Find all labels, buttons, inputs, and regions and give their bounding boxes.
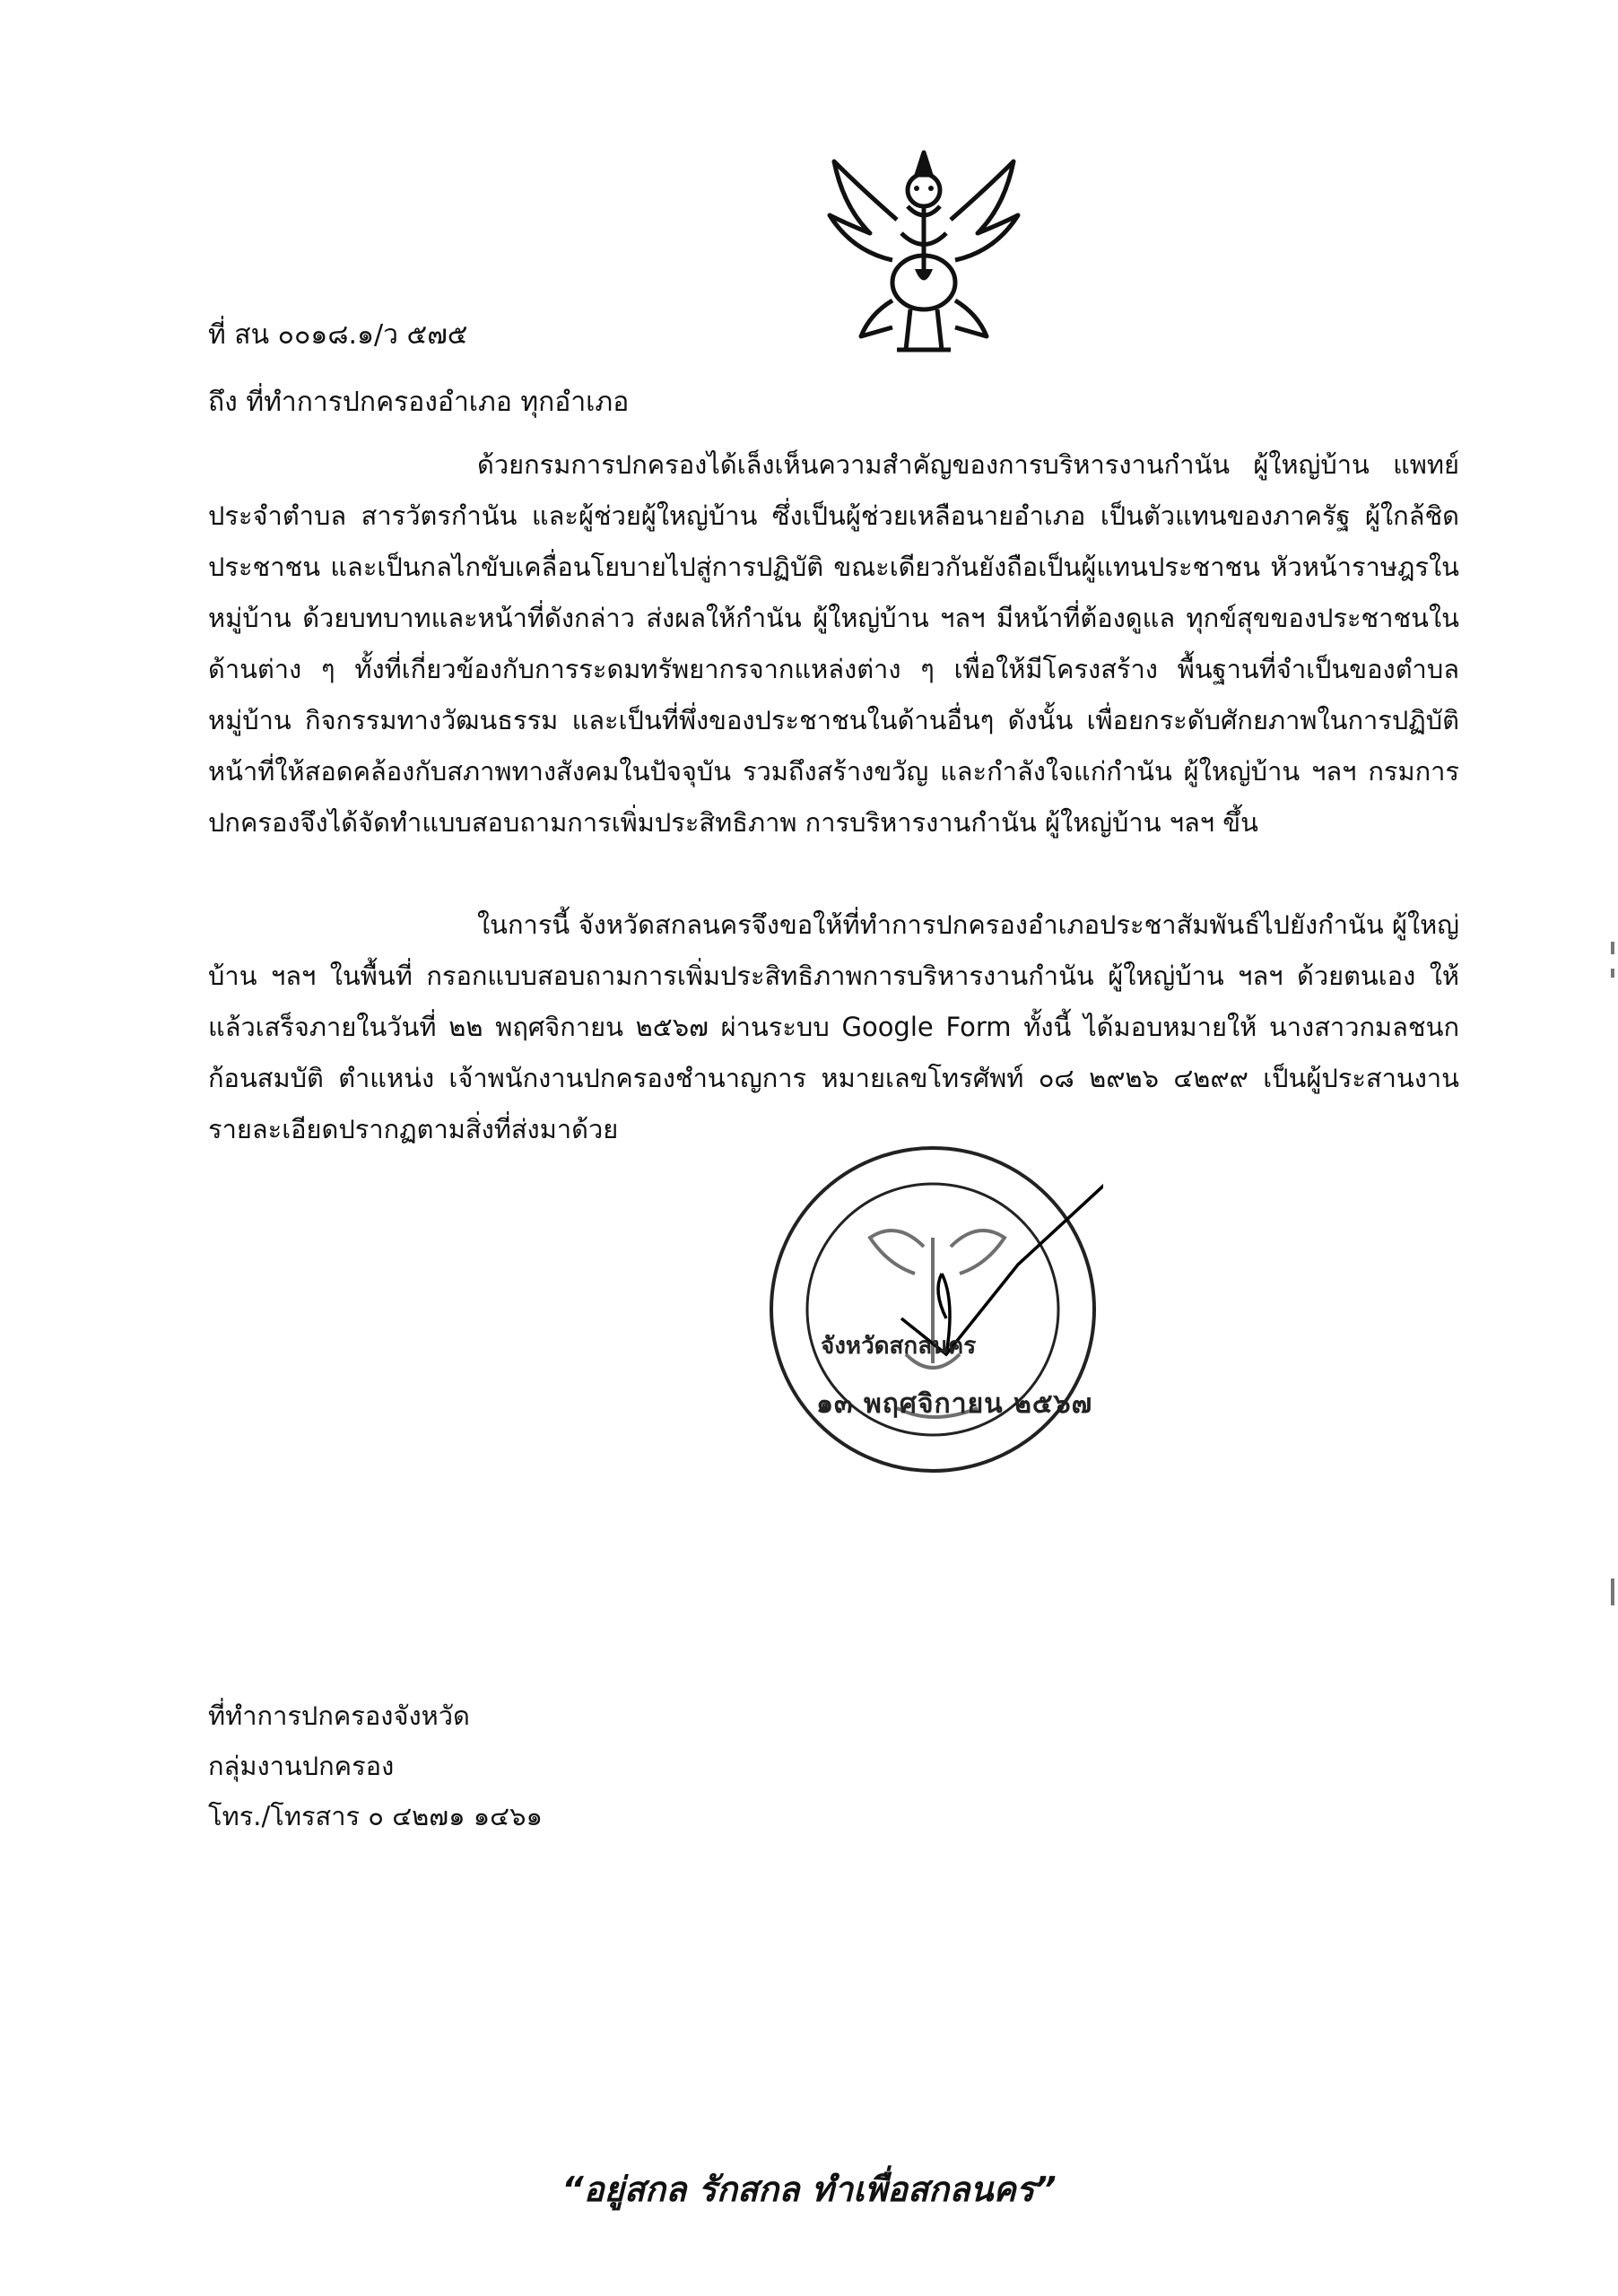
office-name: ที่ทำการปกครองจังหวัด: [208, 1700, 470, 1731]
body-paragraph-2: ในการนี้ จังหวัดสกลนครจึงขอให้ที่ทำการปกครองอำเภอประชาสัมพันธ์ไปยังกำนัน ผู้ใหญ่บ้าน ฯลฯ ในพื้นที่ กรอกแบบสอบถามการเพิ่มประสิทธิภาพการบริหารงานกำนัน ผู้ใหญ่บ้าน ฯลฯ ด้วยตนเอง ให้แล้วเสร็จภายในวันที่ ๒๒ พฤศจิกายน ๒๕๖๗ ผ่านระบบ Google Form ทั้งนี้ ได้มอบหมายให้ นางสาวกมลชนก ก้อนสมบัติ ตำแหน่ง เจ้าพนักงานปกครองชำนาญการ หมายเลขโทรศัพท์ ๐๘ ๒๙๒๖ ๔๒๙๙ เป็นผู้ประสานงาน รายละเอียดปรากฏตามสิ่งที่ส่งมาด้วย: [208, 909, 1459, 1144]
recipient-line: ถึง ที่ทำการปกครองอำเภอ ทุกอำเภอ: [208, 387, 630, 418]
garuda-emblem: [807, 135, 1040, 363]
stamp-province-text: จังหวัดสกลนคร: [821, 1333, 977, 1360]
body-paragraph-1: ด้วยกรมการปกครองได้เล็งเห็นความสำคัญของการบริหารงานกำนัน ผู้ใหญ่บ้าน แพทย์ประจำตำบล สารวัตรกำนัน และผู้ช่วยผู้ใหญ่บ้าน ซึ่งเป็นผู้ช่วยเหลือนายอำเภอ เป็นตัวแทนของภาครัฐ ผู้ใกล้ชิดประชาชน และเป็นกลไกขับเคลื่อนโยบายไปสู่การปฏิบัติ ขณะเดียวกันยังถือเป็นผู้แทนประชาชน หัวหน้าราษฎรในหมู่บ้าน ด้วยบทบาทและหน้าที่ดังกล่าว ส่งผลให้กำนัน ผู้ใหญ่บ้าน ฯลฯ มีหน้าที่ต้องดูแล ทุกข์สุขของประชาชนในด้านต่าง ๆ ทั้งที่เกี่ยวข้องกับการระดมทรัพยากรจากแหล่งต่าง ๆ เพื่อให้มีโครงสร้าง พื้นฐานที่จำเป็นของตำบล หมู่บ้าน กิจกรรมทางวัฒนธรรม และเป็นที่พึ่งของประชาชนในด้านอื่นๆ ดังนั้น เพื่อยกระดับศักยภาพในการปฏิบัติหน้าที่ให้สอดคล้องกับสภาพทางสังคมในปัจจุบัน รวมถึงสร้างขวัญ และกำลังใจแก่กำนัน ผู้ใหญ่บ้าน ฯลฯ กรมการปกครองจึงได้จัดทำแบบสอบถามการเพิ่มประสิทธิภาพ การบริหารงานกำนัน ผู้ใหญ่บ้าน ฯลฯ ขึ้น: [208, 449, 1459, 838]
scan-edge-mark: [1611, 969, 1614, 978]
official-seal-stamp: [762, 1139, 1103, 1480]
scan-edge-mark: [1611, 1578, 1614, 1605]
document-reference-number: ที่ สน ๐๐๑๘.๑/ว ๕๗๕: [208, 319, 468, 351]
stamp-date-text: ๑๓ พฤศจิกายน ๒๕๖๗: [816, 1388, 1093, 1420]
footer-slogan: “อยู่สกล รักสกล ทำเพื่อสกลนคร”: [561, 2170, 1057, 2209]
office-division: กลุ่มงานปกครอง: [208, 1751, 395, 1781]
issuing-office-block: [208, 1691, 543, 1841]
scan-edge-mark: [1611, 942, 1614, 954]
office-phone: โทร./โทรสาร ๐ ๔๒๗๑ ๑๔๖๑: [208, 1801, 543, 1831]
